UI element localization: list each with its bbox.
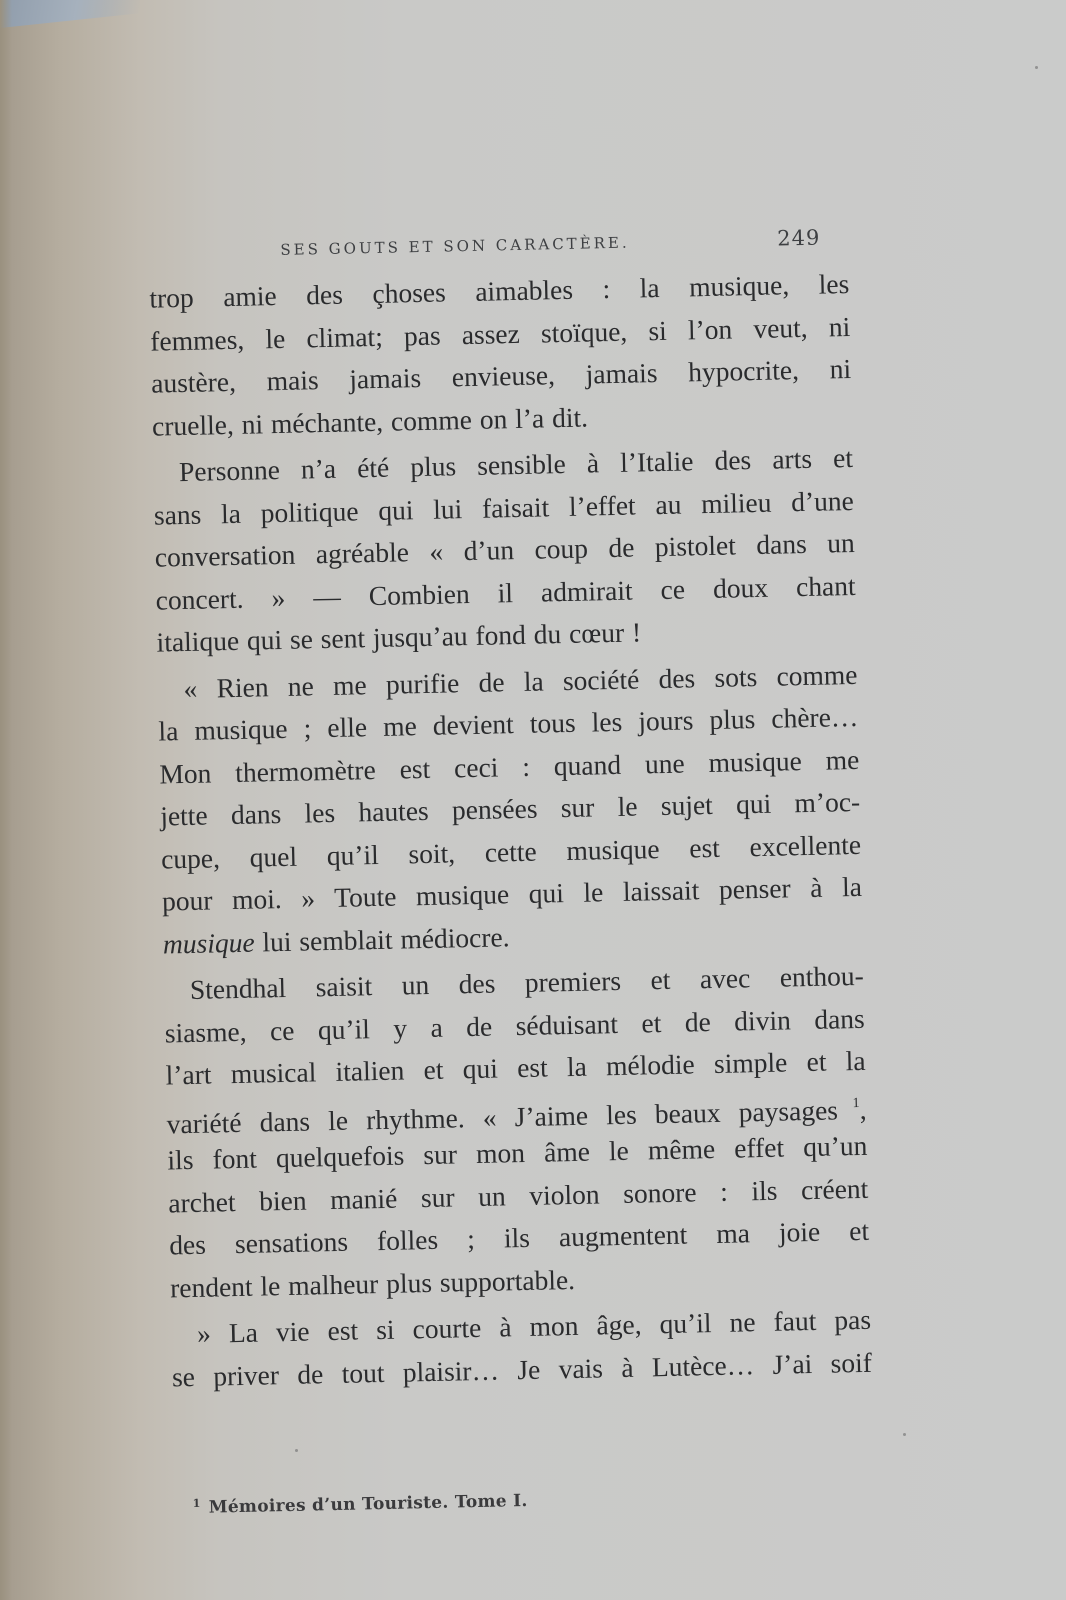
line-text: italique qui se sent jusqu’au fond du cœur ! — [156, 616, 642, 658]
line-text: ils font quelquefois sur mon âme le même effet qu’un — [167, 1129, 868, 1176]
paper-speck — [1035, 66, 1038, 69]
line-punctuation: , — [859, 1093, 867, 1125]
line-text: se priver de tout plaisir… Je vais à Lutèce… J’ai soif — [171, 1346, 873, 1392]
line-text: l’art musical italien et qui est la mélodie simple et la — [165, 1044, 866, 1091]
line-text: sans la politique qui lui faisait l’effet au milieu d’une — [153, 484, 855, 531]
line-text: archet bien manié sur un violon sonore : ils créent — [168, 1172, 869, 1218]
running-head-title: SES GOUTS ET SON CARACTÈRE. — [280, 233, 630, 259]
paper-speck — [903, 1433, 906, 1436]
line-text: cruelle, ni méchante, comme on l’a dit. — [151, 400, 589, 442]
line-text: Personne n’a été plus sensible à l’Italie des arts et — [178, 441, 854, 488]
line-text: Stendhal saisit un des premiers et avec enthou- — [189, 959, 865, 1005]
line-text: variété dans le rhythme. « J’aime les beaux paysages — [166, 1093, 839, 1139]
line-text: rendent le malheur plus supportable. — [169, 1263, 576, 1303]
line-text: pour moi. » Toute musique qui le laissait penser à la — [161, 870, 863, 917]
footnote-reference[interactable]: 1 — [837, 1095, 860, 1111]
footnote-text: Mémoires d’un Touriste. Tome I. — [208, 1490, 528, 1518]
line-text: Mon thermomètre est ceci : quand une musique me — [159, 743, 860, 790]
line-text: concert. » — Combien il admirait ce doux chant — [155, 569, 856, 616]
paper-speck — [295, 1449, 298, 1452]
line-text: austère, mais jamais envieuse, jamais hypocrite, ni — [150, 352, 852, 399]
line-text: siasme, ce qu’il y a de séduisant et de divin dans — [164, 1002, 865, 1048]
line-text: » La vie est si courte à mon âge, qu’il ne faut pas — [196, 1303, 872, 1349]
footnote — [193, 1490, 528, 1518]
running-head — [280, 225, 821, 259]
line-text: femmes, le climat; pas assez stoïque, si l’on veut, ni — [149, 310, 851, 357]
line-text: la musique ; elle me devient tous les jours plus chère… — [158, 700, 859, 747]
line-text: jette dans les hautes pensées sur le sujet qui m’oc- — [159, 785, 861, 832]
line-text: conversation agréable « d’un coup de pistolet dans un — [154, 526, 856, 573]
line-text: lui semblait médiocre. — [254, 920, 510, 958]
body-text — [149, 263, 872, 1398]
line-text: cupe, quel qu’il soit, cette musique est excellente — [160, 828, 862, 875]
line-text: « Rien ne me purifie de la société des sots comme — [183, 658, 858, 704]
footnote-marker: 1 — [192, 1496, 201, 1511]
line-text: des sensations folles ; ils augmentent ma joie et — [168, 1214, 870, 1261]
italic-word: musique — [162, 926, 255, 960]
page-number: 249 — [776, 225, 821, 251]
line-text: trop amie des çhoses aimables : la musique, les — [149, 267, 850, 314]
